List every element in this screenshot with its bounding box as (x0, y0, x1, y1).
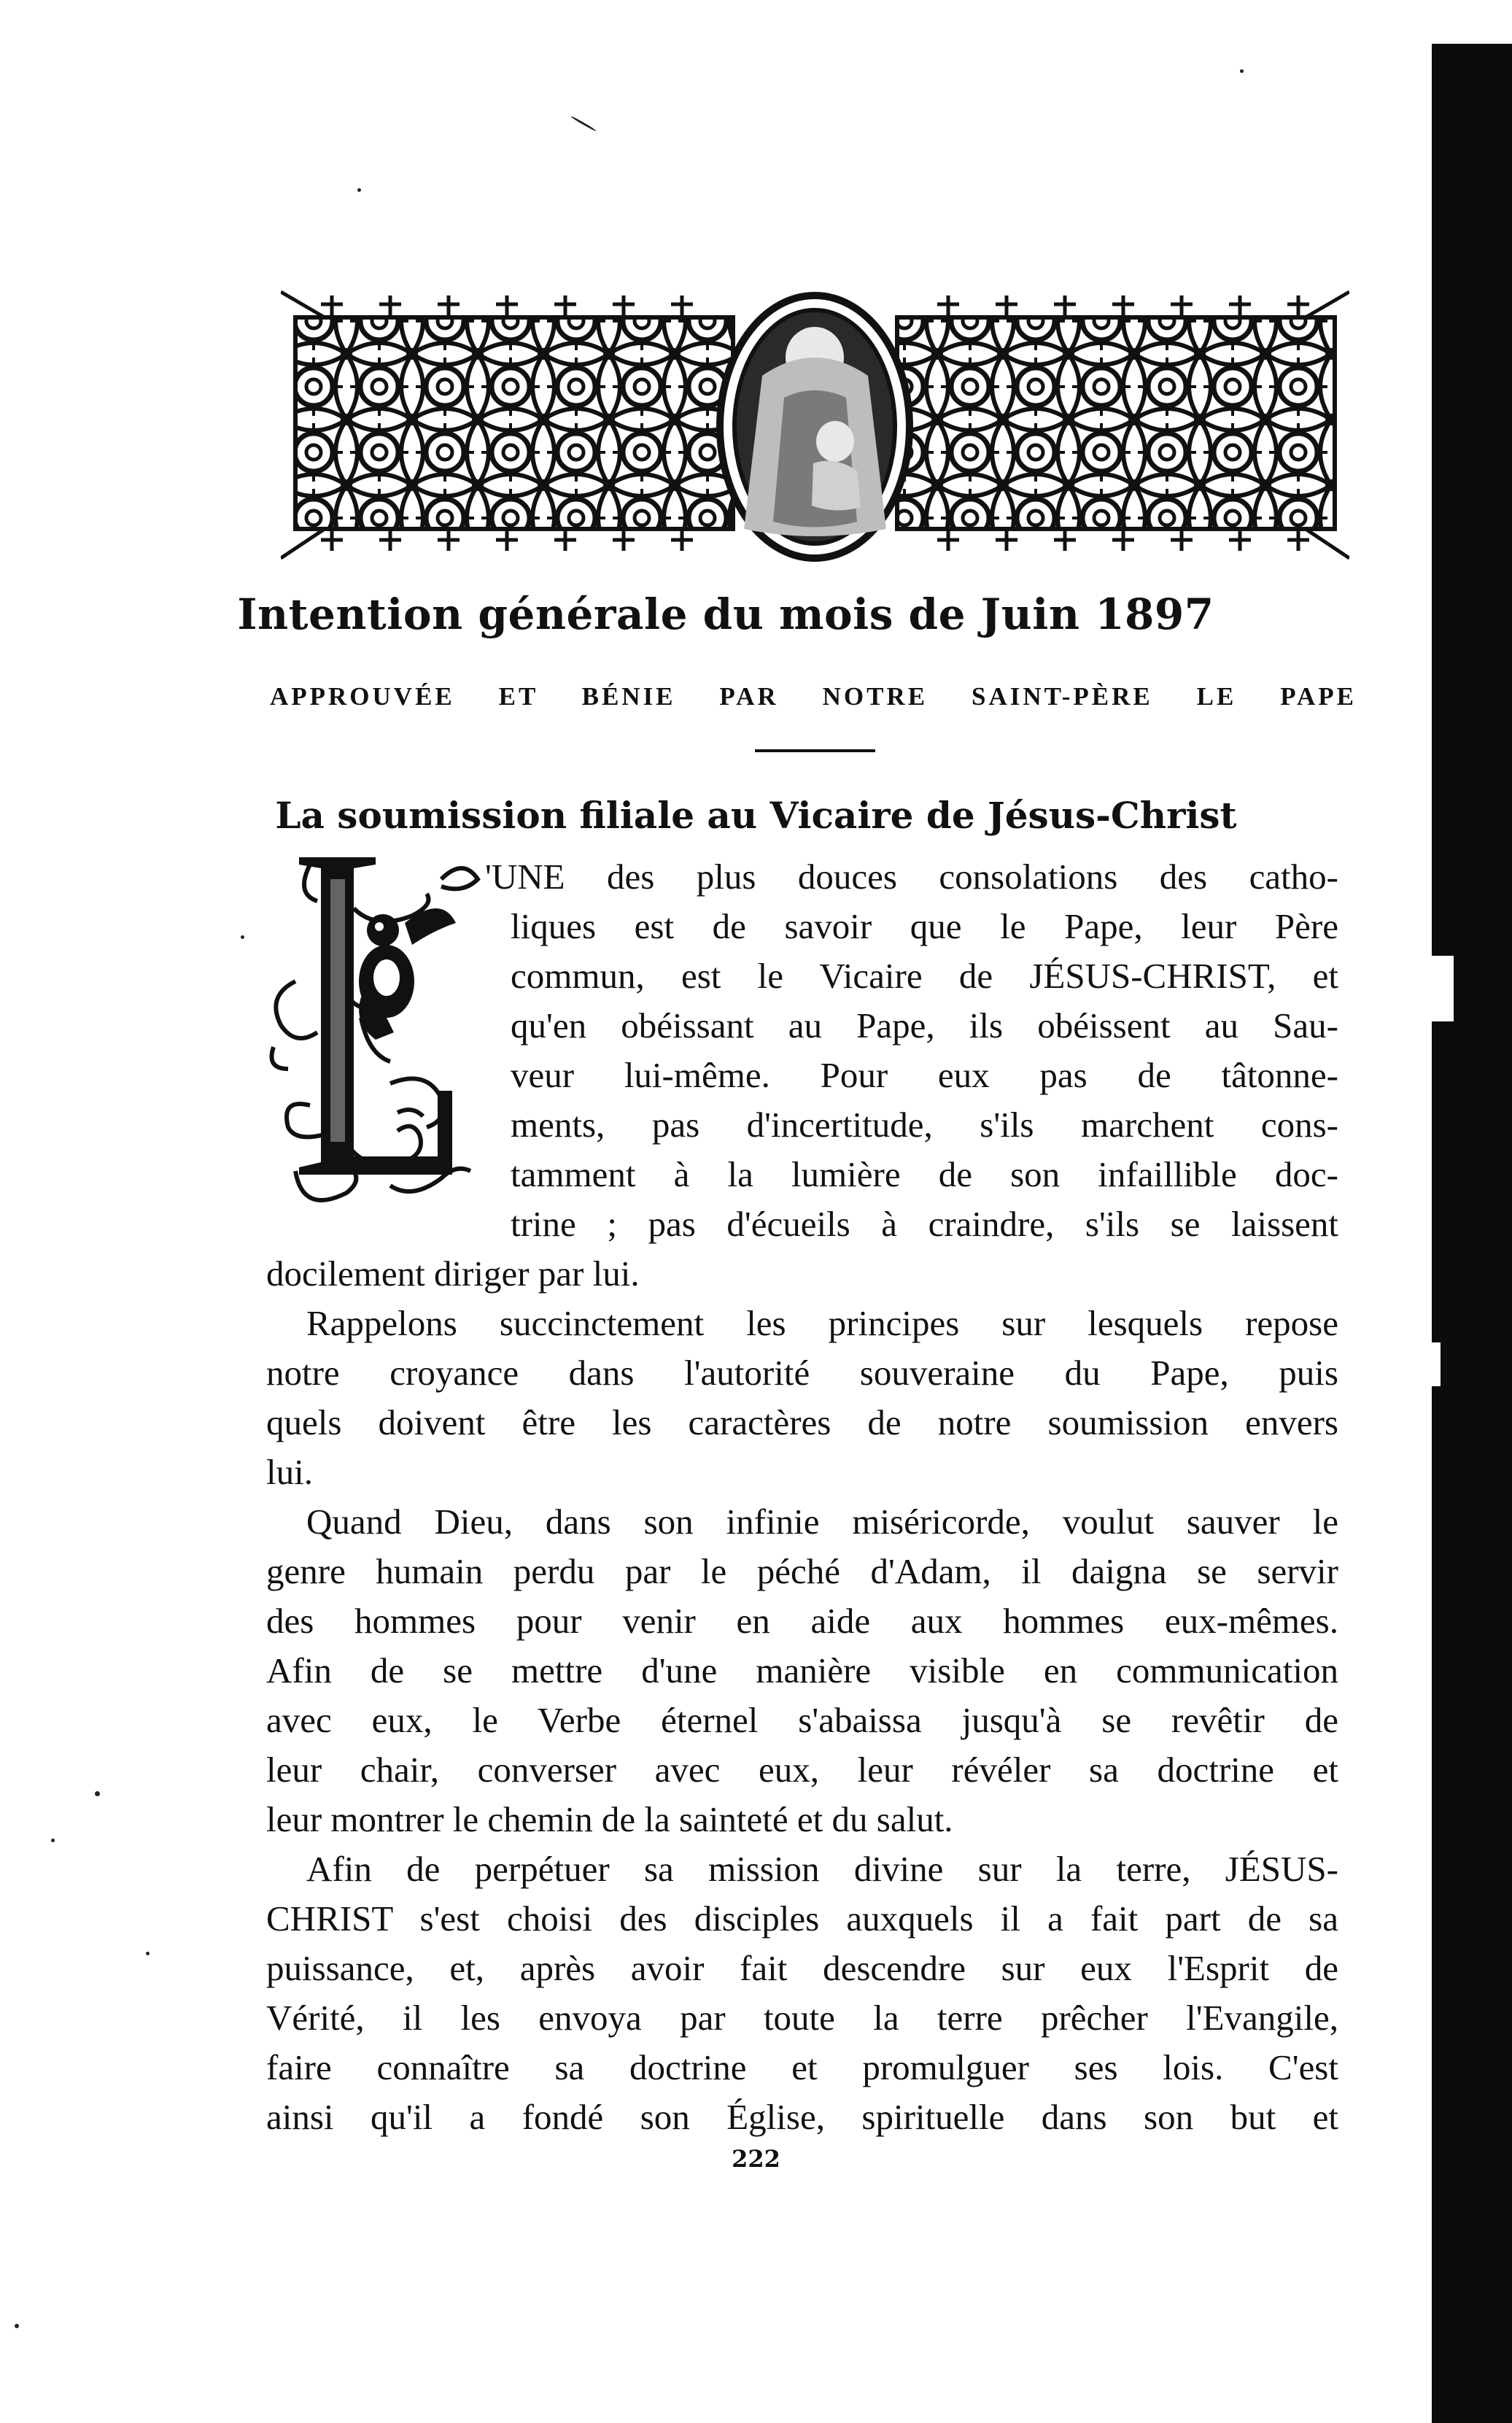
text-line: leur chair, converser avec eux, leur révéler sa doctrine et (266, 1750, 1338, 1790)
text-line: notre croyance dans l'autorité souveraine du Pape, puis (266, 1353, 1338, 1393)
scan-speck (51, 1839, 55, 1842)
page-number: 222 (732, 2145, 780, 2173)
text-line: des hommes pour venir en aide aux hommes eux-mêmes. (266, 1601, 1338, 1641)
text-line: 'UNE des plus douces consolations des catho- (485, 857, 1338, 897)
scan-speck (146, 1952, 150, 1955)
text-line: trine ; pas d'écueils à craindre, s'ils se laissent (511, 1204, 1338, 1244)
text-line: Rappelons succinctement les principes sur lesquels repose (306, 1303, 1338, 1343)
dropcap-ornament (266, 850, 485, 1215)
ornamental-headpiece (281, 288, 1349, 562)
scan-edge (1432, 44, 1512, 2423)
text-line: leur montrer le chemin de la sainteté et du salut. (266, 1799, 953, 1839)
text-line: quels doivent être les caractères de notre soumission envers (266, 1402, 1338, 1442)
text-line: docilement diriger par lui. (266, 1253, 640, 1294)
text-line: faire connaître sa doctrine et promulguer ses lois. C'est (266, 2047, 1338, 2087)
text-line: ments, pas d'incertitude, s'ils marchent cons- (511, 1105, 1338, 1145)
text-line: Vérité, il les envoya par toute la terre prêcher l'Evangile, (266, 1998, 1338, 2038)
scan-speck (1240, 69, 1244, 73)
approval-subtitle: APPROUVÉE ET BÉNIE PAR NOTRE SAINT-PÈRE LE PAPE (270, 682, 1357, 711)
text-line: genre humain perdu par le péché d'Adam, il daigna se servir (266, 1551, 1338, 1591)
divider-rule (755, 749, 875, 752)
text-line: CHRIST s'est choisi des disciples auxquels il a fait part de sa (266, 1898, 1338, 1939)
text-line: puissance, et, après avoir fait descendre sur eux l'Esprit de (266, 1948, 1338, 1988)
madonna-medallion (720, 295, 910, 558)
scan-speck (95, 1791, 100, 1796)
scan-speck (570, 115, 597, 132)
scan-speck (357, 188, 361, 192)
scan-edge-notch (1432, 956, 1454, 1021)
text-line: qu'en obéissant au Pape, ils obéissent au Sau- (511, 1005, 1338, 1046)
text-line: ainsi qu'il a fondé son Église, spirituelle dans son but et (266, 2097, 1338, 2137)
scan-speck (15, 2324, 19, 2328)
text-line: commun, est le Vicaire de JÉSUS-CHRIST, et (511, 956, 1338, 996)
section-title: La soumission filiale au Vicaire de Jésus-Christ (275, 794, 1237, 837)
text-line: Afin de perpétuer sa mission divine sur la terre, JÉSUS- (306, 1849, 1338, 1889)
text-line: lui. (266, 1452, 313, 1492)
text-line: veur lui-même. Pour eux pas de tâtonne- (511, 1055, 1338, 1095)
text-line: Quand Dieu, dans son infinie miséricorde, voulut sauver le (306, 1502, 1338, 1542)
text-line: Afin de se mettre d'une manière visible en communication (266, 1650, 1338, 1690)
scan-speck (241, 935, 244, 939)
text-line: liques est de savoir que le Pape, leur Père (511, 906, 1338, 946)
page-title: Intention générale du mois de Juin 1897 (237, 590, 1214, 639)
text-line: tamment à la lumière de son infaillible doc- (511, 1154, 1338, 1194)
scan-edge-notch (1432, 1342, 1441, 1386)
text-line: avec eux, le Verbe éternel s'abaissa jusqu'à se revêtir de (266, 1700, 1338, 1740)
